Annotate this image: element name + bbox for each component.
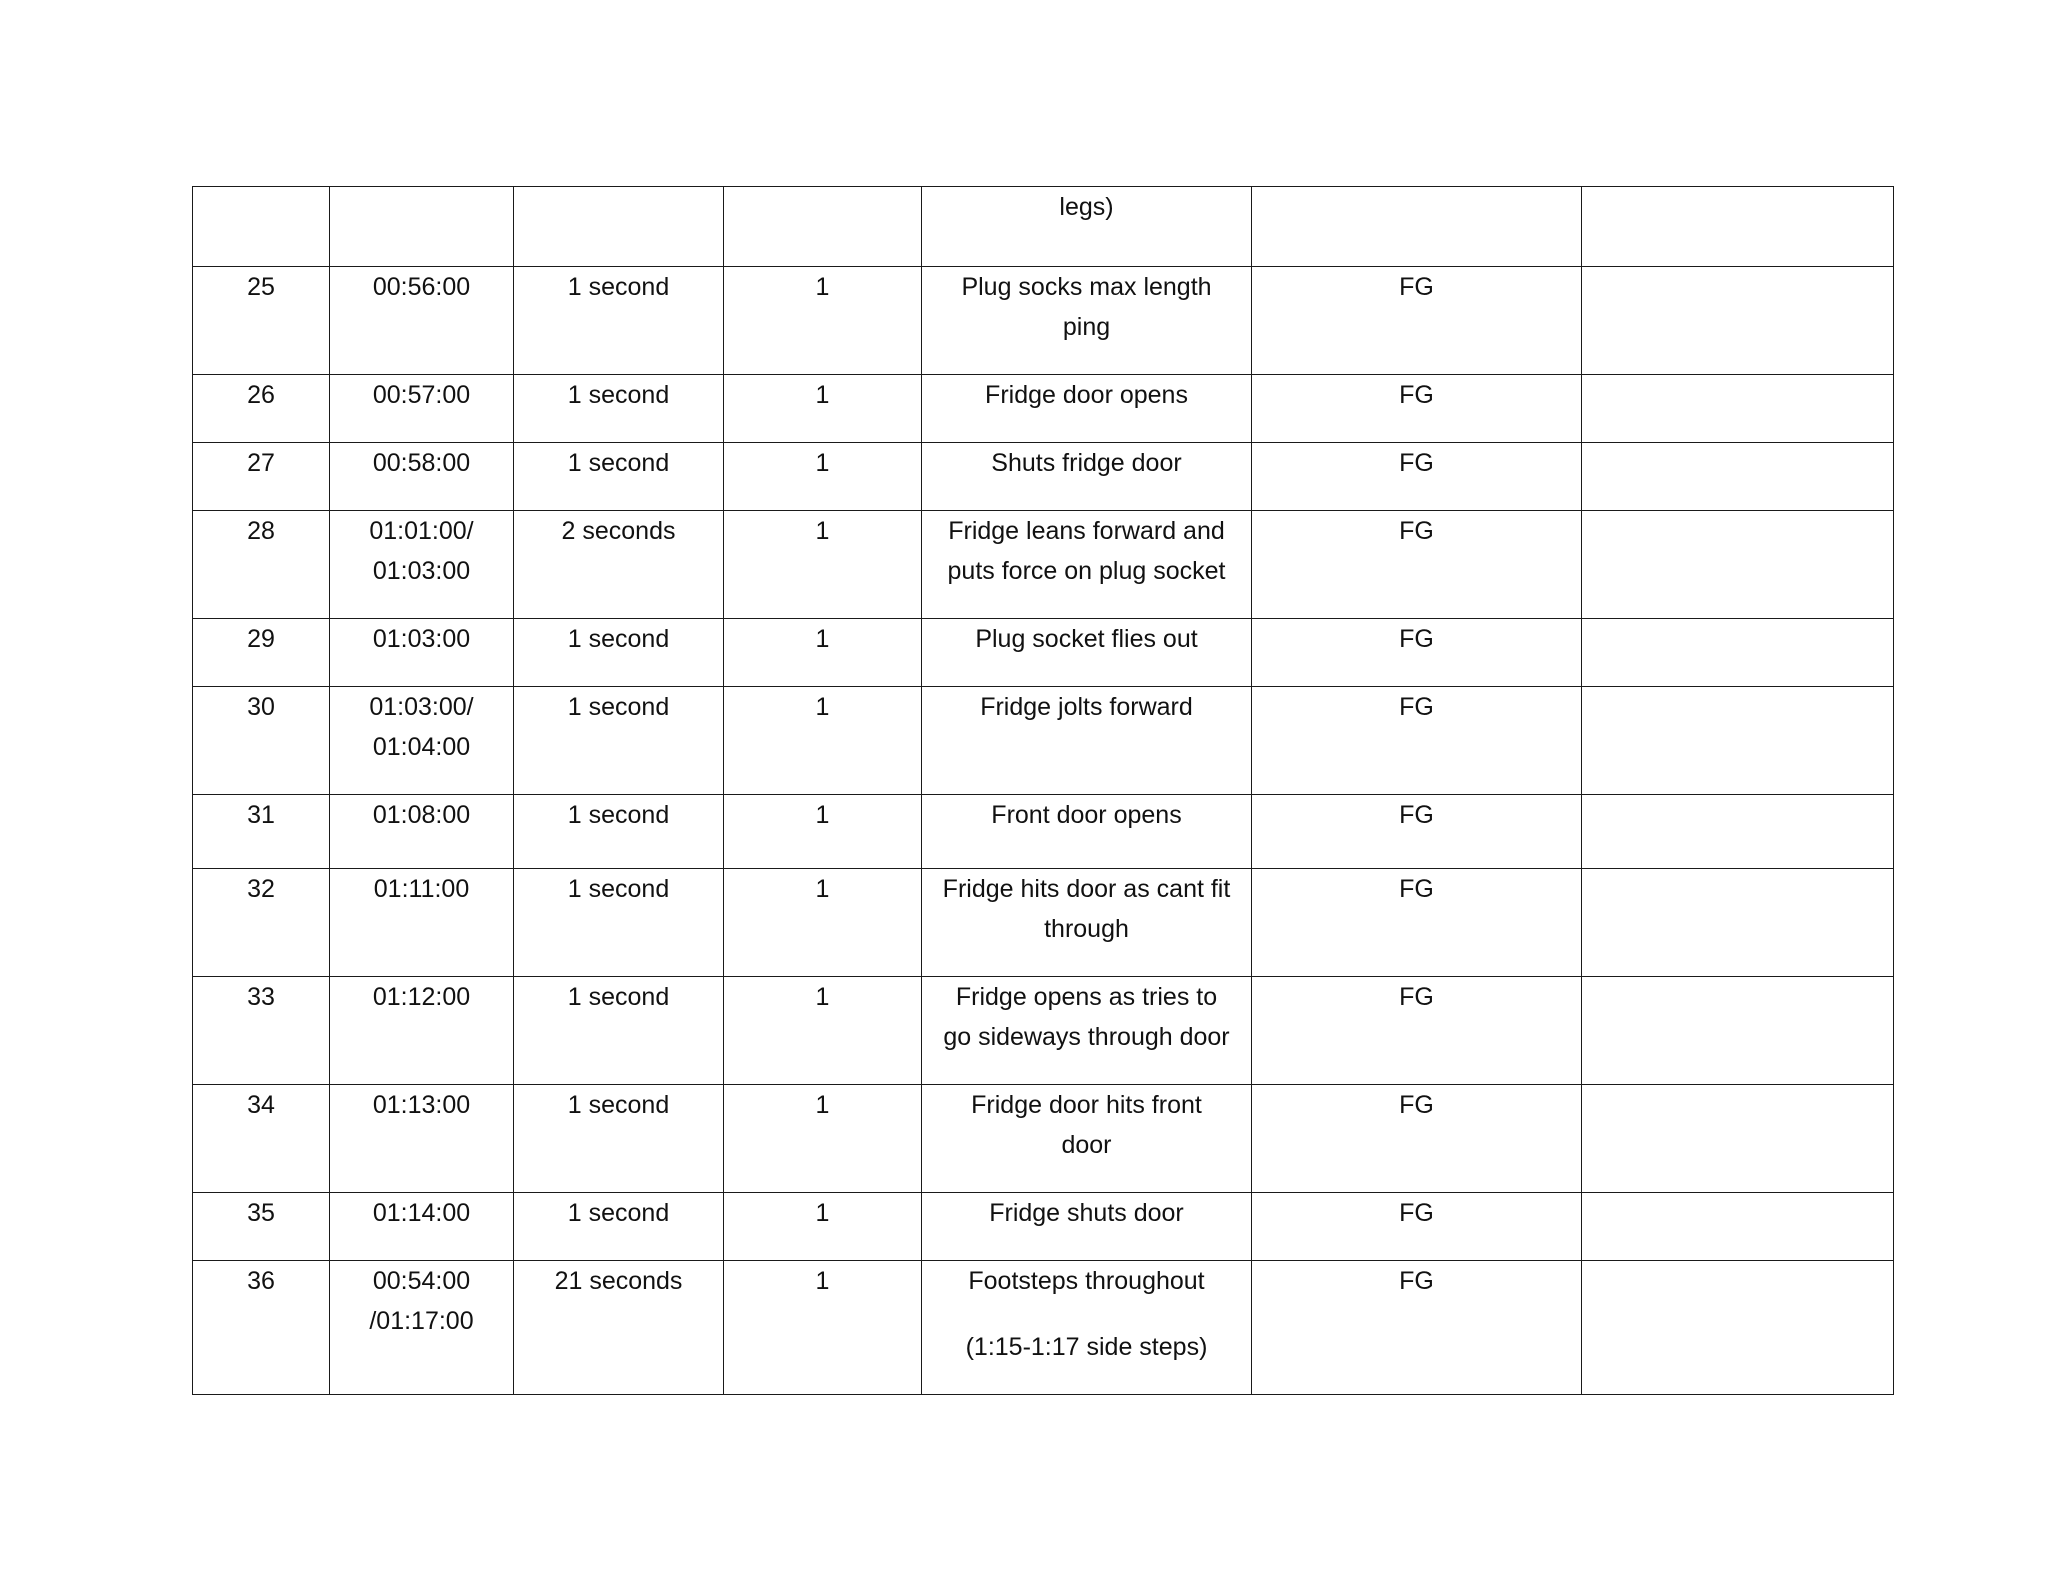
description-cell bbox=[922, 869, 1252, 977]
cue-number-cell: 26 bbox=[193, 375, 330, 443]
type-cell: FG bbox=[1252, 687, 1582, 795]
cell-line: (1:15-1:17 side steps) bbox=[965, 1333, 1208, 1361]
timecode-cell bbox=[330, 1261, 514, 1395]
cell-line: Fridge jolts forward bbox=[980, 693, 1193, 721]
notes-cell bbox=[1582, 375, 1894, 443]
notes-cell bbox=[1582, 1261, 1894, 1395]
type-cell: FG bbox=[1252, 375, 1582, 443]
type-cell: FG bbox=[1252, 619, 1582, 687]
cell-line: 01:03:00 bbox=[372, 625, 471, 653]
cue-number-cell: 34 bbox=[193, 1085, 330, 1193]
cue-number-cell: 32 bbox=[193, 869, 330, 977]
cell-line: go sideways through door bbox=[943, 1023, 1230, 1051]
table-row bbox=[193, 511, 1894, 619]
type-cell bbox=[1252, 187, 1582, 267]
cell-line: 01:14:00 bbox=[372, 1199, 471, 1227]
type-cell: FG bbox=[1252, 869, 1582, 977]
description-cell bbox=[922, 1085, 1252, 1193]
table-row bbox=[193, 187, 1894, 267]
count-cell: 1 bbox=[724, 977, 922, 1085]
cell-line: 01:13:00 bbox=[372, 1091, 471, 1119]
count-cell: 1 bbox=[724, 1193, 922, 1261]
count-cell: 1 bbox=[724, 619, 922, 687]
timecode-cell bbox=[330, 977, 514, 1085]
cell-line: Fridge door hits front bbox=[971, 1091, 1202, 1119]
description-cell bbox=[922, 619, 1252, 687]
cell-line: through bbox=[1044, 915, 1129, 943]
cell-line: 01:12:00 bbox=[372, 983, 471, 1011]
duration-cell: 1 second bbox=[514, 1085, 724, 1193]
notes-cell bbox=[1582, 511, 1894, 619]
timecode-cell bbox=[330, 795, 514, 869]
cell-line: Footsteps throughout bbox=[968, 1267, 1205, 1295]
timecode-cell bbox=[330, 375, 514, 443]
duration-cell: 2 seconds bbox=[514, 511, 724, 619]
description-cell bbox=[922, 375, 1252, 443]
count-cell: 1 bbox=[724, 267, 922, 375]
description-cell bbox=[922, 187, 1252, 267]
count-cell: 1 bbox=[724, 443, 922, 511]
description-cell bbox=[922, 795, 1252, 869]
timecode-cell bbox=[330, 687, 514, 795]
count-cell: 1 bbox=[724, 375, 922, 443]
line-gap bbox=[928, 1301, 1245, 1327]
table-row bbox=[193, 1261, 1894, 1395]
notes-cell bbox=[1582, 1193, 1894, 1261]
description-cell bbox=[922, 977, 1252, 1085]
type-cell: FG bbox=[1252, 1261, 1582, 1395]
count-cell: 1 bbox=[724, 1261, 922, 1395]
timecode-cell bbox=[330, 619, 514, 687]
duration-cell: 1 second bbox=[514, 977, 724, 1085]
type-cell: FG bbox=[1252, 267, 1582, 375]
table-row bbox=[193, 375, 1894, 443]
cell-line: 00:54:00 bbox=[372, 1267, 471, 1295]
cue-number-cell: 28 bbox=[193, 511, 330, 619]
cue-number-cell: 35 bbox=[193, 1193, 330, 1261]
notes-cell bbox=[1582, 187, 1894, 267]
cell-line: 01:04:00 bbox=[372, 733, 471, 761]
table-row bbox=[193, 267, 1894, 375]
line-gap bbox=[336, 187, 507, 213]
cell-line: Fridge shuts door bbox=[989, 1199, 1184, 1227]
cell-line: 01:11:00 bbox=[373, 875, 470, 903]
description-cell bbox=[922, 1193, 1252, 1261]
notes-cell bbox=[1582, 687, 1894, 795]
cell-line: 01:03:00/ bbox=[369, 693, 474, 721]
table-row bbox=[193, 977, 1894, 1085]
duration-cell: 1 second bbox=[514, 619, 724, 687]
description-cell bbox=[922, 687, 1252, 795]
table-row bbox=[193, 869, 1894, 977]
cell-line: Shuts fridge door bbox=[991, 449, 1182, 477]
cue-number-cell: 30 bbox=[193, 687, 330, 795]
cell-line: Fridge opens as tries to bbox=[955, 983, 1218, 1011]
cell-line: /01:17:00 bbox=[369, 1307, 474, 1335]
timecode-cell bbox=[330, 267, 514, 375]
cell-line: ping bbox=[1062, 313, 1111, 341]
notes-cell bbox=[1582, 977, 1894, 1085]
duration-cell: 1 second bbox=[514, 795, 724, 869]
duration-cell: 21 seconds bbox=[514, 1261, 724, 1395]
cell-line: Fridge leans forward and bbox=[948, 517, 1225, 545]
count-cell: 1 bbox=[724, 795, 922, 869]
timecode-cell bbox=[330, 1193, 514, 1261]
timecode-cell bbox=[330, 511, 514, 619]
notes-cell bbox=[1582, 869, 1894, 977]
table-row bbox=[193, 1193, 1894, 1261]
cue-number-cell: 25 bbox=[193, 267, 330, 375]
cue-number-cell: 31 bbox=[193, 795, 330, 869]
notes-cell bbox=[1582, 619, 1894, 687]
timecode-cell bbox=[330, 1085, 514, 1193]
duration-cell: 1 second bbox=[514, 267, 724, 375]
duration-cell: 1 second bbox=[514, 375, 724, 443]
table-row bbox=[193, 1085, 1894, 1193]
duration-cell bbox=[514, 187, 724, 267]
type-cell: FG bbox=[1252, 977, 1582, 1085]
duration-cell: 1 second bbox=[514, 687, 724, 795]
timecode-cell bbox=[330, 187, 514, 267]
type-cell: FG bbox=[1252, 511, 1582, 619]
cell-line: 01:01:00/ bbox=[369, 517, 474, 545]
cell-line: Fridge hits door as cant fit bbox=[942, 875, 1231, 903]
cell-line: 01:03:00 bbox=[372, 557, 471, 585]
count-cell: 1 bbox=[724, 869, 922, 977]
table-row bbox=[193, 687, 1894, 795]
notes-cell bbox=[1582, 795, 1894, 869]
count-cell bbox=[724, 187, 922, 267]
cell-line: 00:56:00 bbox=[372, 273, 471, 301]
notes-cell bbox=[1582, 1085, 1894, 1193]
type-cell: FG bbox=[1252, 1193, 1582, 1261]
cell-line: puts force on plug socket bbox=[947, 557, 1226, 585]
timecode-cell bbox=[330, 443, 514, 511]
table-body bbox=[193, 187, 1894, 1395]
duration-cell: 1 second bbox=[514, 869, 724, 977]
cell-line: Front door opens bbox=[991, 801, 1182, 829]
cell-line: 00:58:00 bbox=[372, 449, 471, 477]
type-cell: FG bbox=[1252, 443, 1582, 511]
cue-number-cell: 29 bbox=[193, 619, 330, 687]
cell-line: 01:08:00 bbox=[372, 801, 471, 829]
count-cell: 1 bbox=[724, 511, 922, 619]
cue-number-cell: 33 bbox=[193, 977, 330, 1085]
description-cell bbox=[922, 267, 1252, 375]
duration-cell: 1 second bbox=[514, 1193, 724, 1261]
description-cell bbox=[922, 1261, 1252, 1395]
notes-cell bbox=[1582, 443, 1894, 511]
type-cell: FG bbox=[1252, 795, 1582, 869]
description-cell bbox=[922, 443, 1252, 511]
cell-line: 00:57:00 bbox=[372, 381, 471, 409]
table-row bbox=[193, 619, 1894, 687]
cue-number-cell bbox=[193, 187, 330, 267]
count-cell: 1 bbox=[724, 687, 922, 795]
cell-line: Plug socket flies out bbox=[975, 625, 1198, 653]
cell-line: Plug socks max length bbox=[961, 273, 1212, 301]
notes-cell bbox=[1582, 267, 1894, 375]
timecode-cell bbox=[330, 869, 514, 977]
description-cell bbox=[922, 511, 1252, 619]
cell-line: door bbox=[1061, 1131, 1112, 1159]
sound-cue-table bbox=[192, 186, 1894, 1395]
cue-number-cell: 36 bbox=[193, 1261, 330, 1395]
cell-line: legs) bbox=[1059, 193, 1114, 221]
table-row bbox=[193, 443, 1894, 511]
cell-line: Fridge door opens bbox=[985, 381, 1188, 409]
type-cell: FG bbox=[1252, 1085, 1582, 1193]
table-row bbox=[193, 795, 1894, 869]
count-cell: 1 bbox=[724, 1085, 922, 1193]
cue-number-cell: 27 bbox=[193, 443, 330, 511]
duration-cell: 1 second bbox=[514, 443, 724, 511]
